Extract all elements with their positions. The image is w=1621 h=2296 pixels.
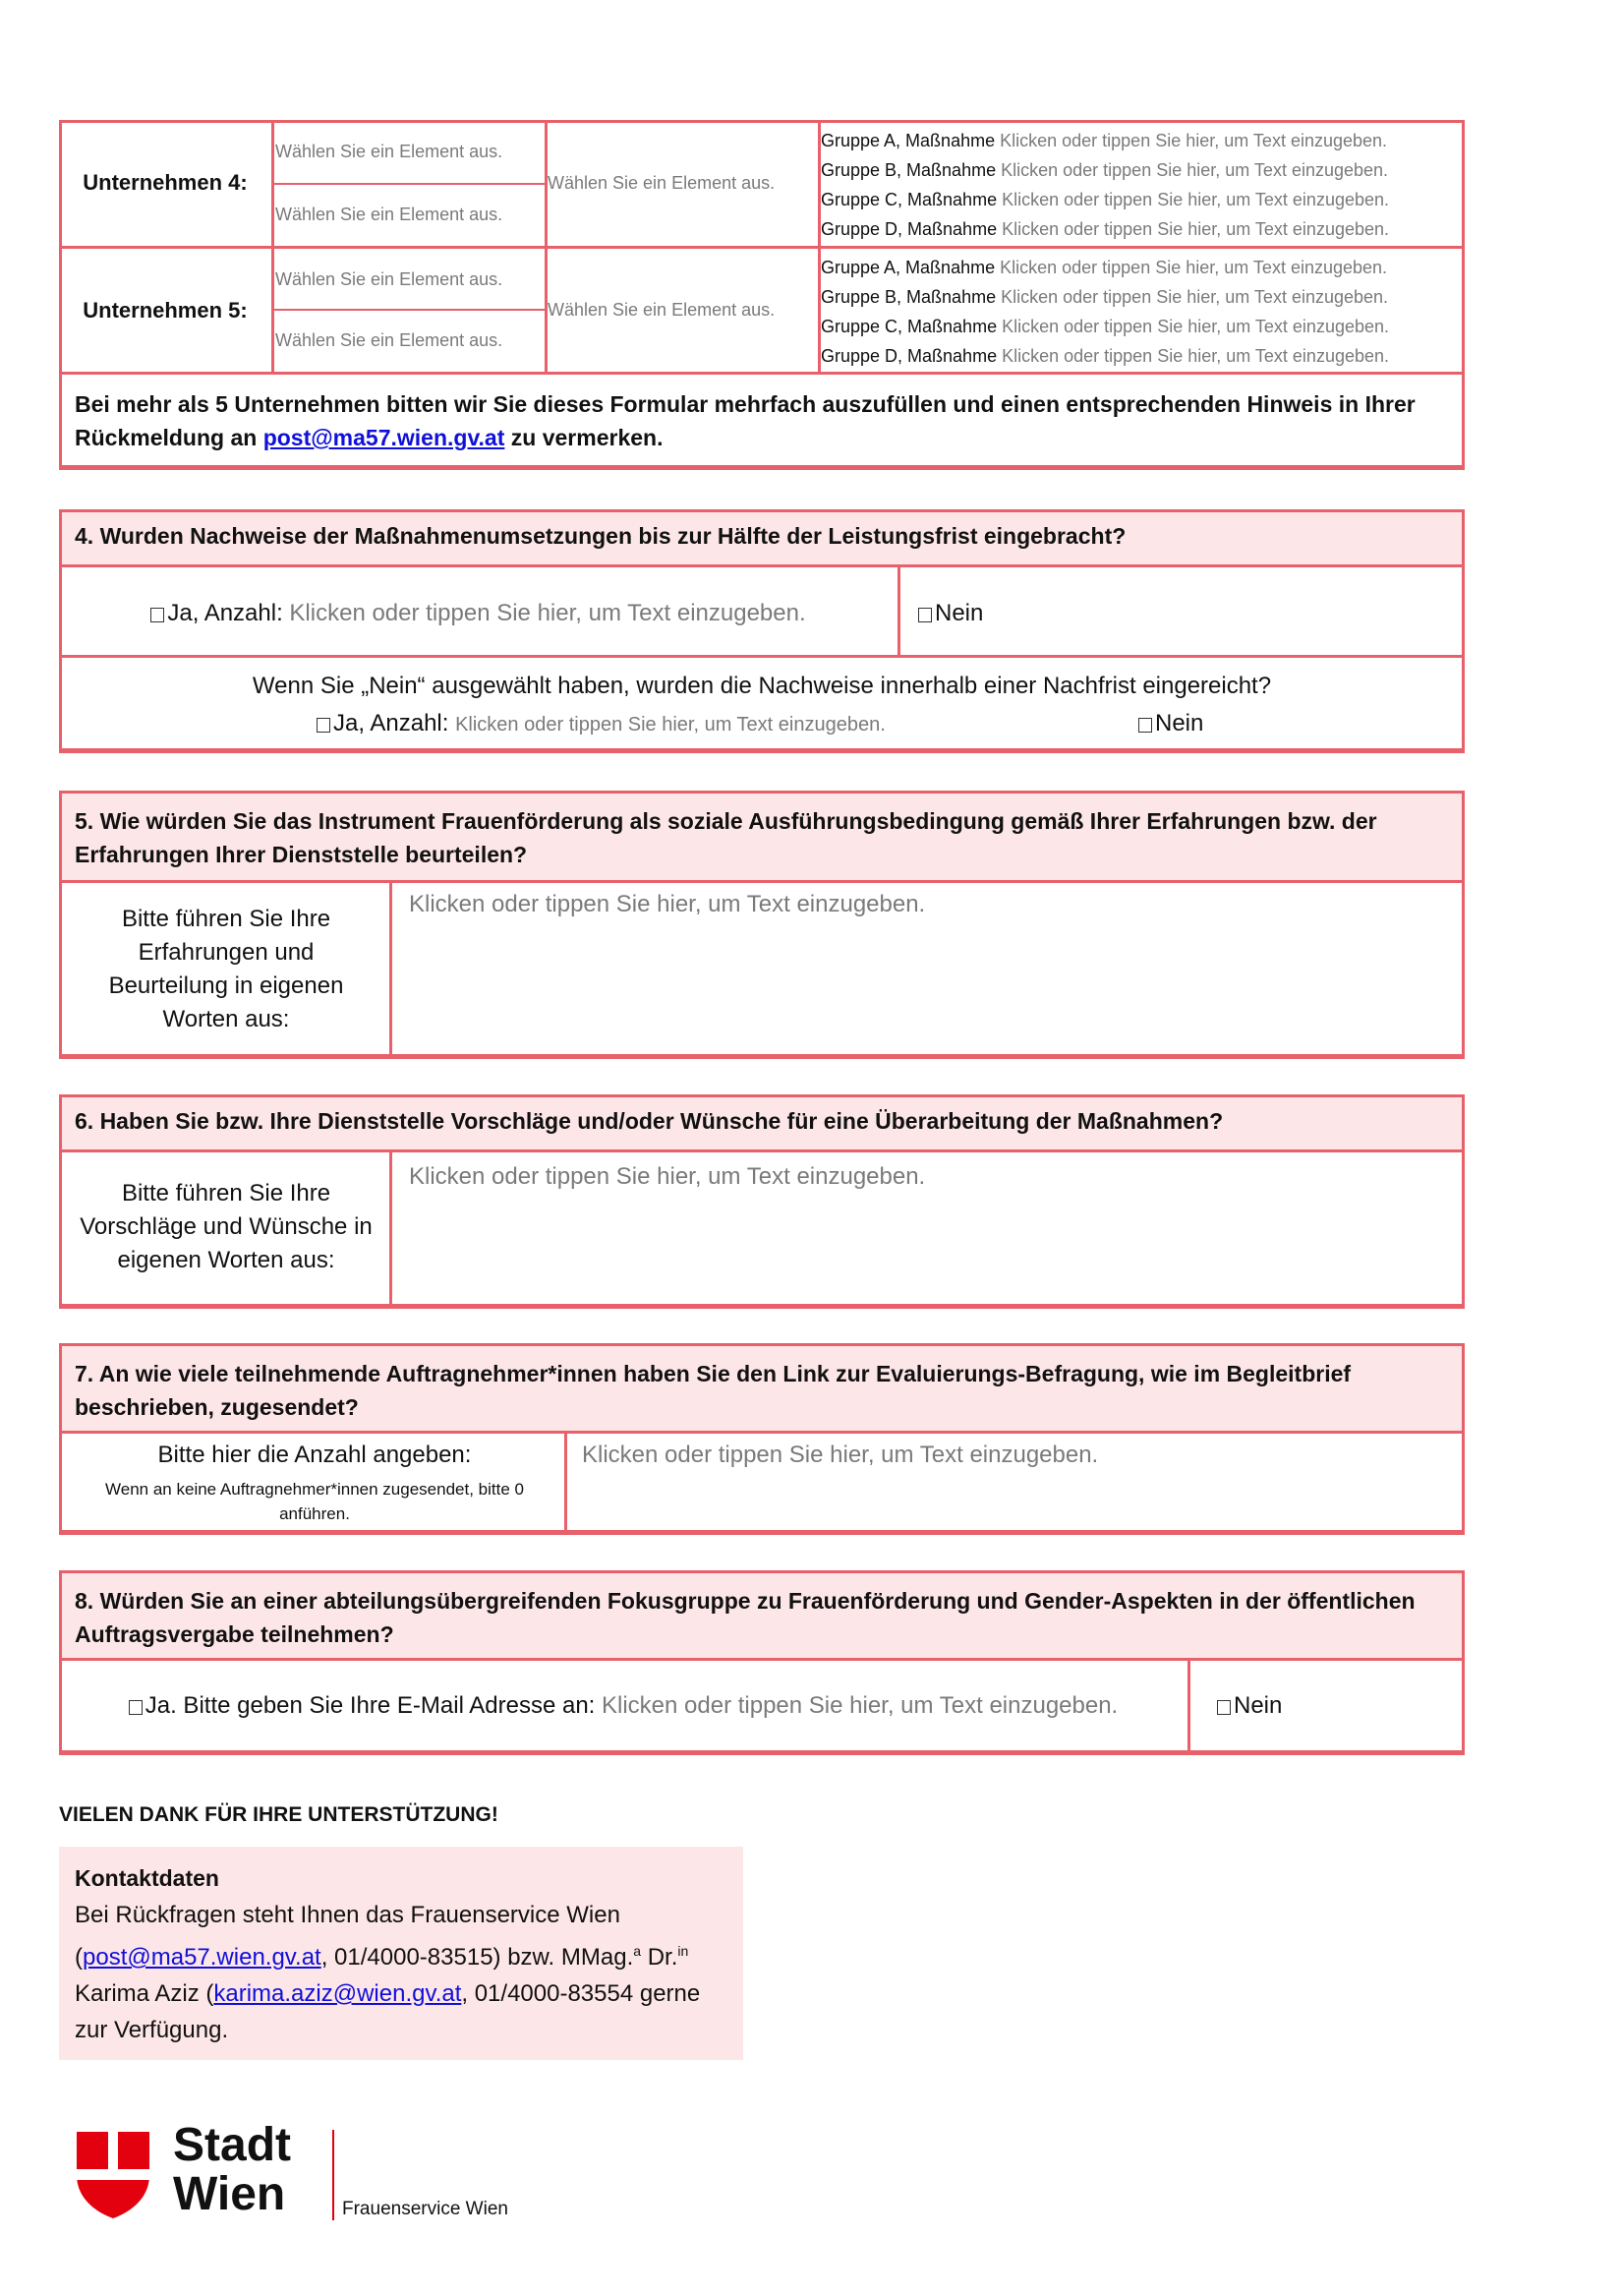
group-label: Gruppe A, Maßnahme <box>821 258 996 277</box>
contact-title: Kontaktdaten <box>75 1865 219 1891</box>
group-label: Gruppe C, Maßnahme <box>821 190 998 209</box>
q4-followup-no-checkbox[interactable] <box>1138 718 1152 733</box>
q4-count-input[interactable]: Klicken oder tippen Sie hier, um Text einzugeben. <box>289 600 806 626</box>
group-input[interactable]: Klicken oder tippen Sie hier, um Text einzugeben. <box>1000 258 1388 277</box>
logo-line-1: Stadt <box>173 2119 291 2171</box>
q7-count-input[interactable]: Klicken oder tippen Sie hier, um Text einzugeben. <box>582 1442 1099 1468</box>
contact-text-1: Bei Rückfragen steht Ihnen das Frauenservice Wien ( <box>75 1902 620 1971</box>
q6-title: 6. Haben Sie bzw. Ihre Dienststelle Vorschläge und/oder Wünsche für eine Überarbeitung der Maßnahmen? <box>75 1108 1224 1134</box>
q4-no-checkbox[interactable] <box>918 608 932 622</box>
q7-prompt: Bitte hier die Anzahl angeben: <box>157 1442 472 1468</box>
group-label: Gruppe D, Maßnahme <box>821 219 998 239</box>
group-input[interactable]: Klicken oder tippen Sie hier, um Text einzugeben. <box>1002 346 1390 366</box>
q8-no-label: Nein <box>1234 1692 1283 1719</box>
company-4-select-b[interactable]: Wählen Sie ein Element aus. <box>275 205 503 224</box>
group-label: Gruppe C, Maßnahme <box>821 317 998 336</box>
q8-email-input[interactable]: Klicken oder tippen Sie hier, um Text einzugeben. <box>602 1692 1119 1719</box>
company-5-groups <box>821 253 1462 371</box>
group-label: Gruppe A, Maßnahme <box>821 131 996 150</box>
q4-followup-yes-label: Ja, Anzahl: <box>333 710 456 736</box>
company-table <box>59 120 1465 470</box>
q7-title: 7. An wie viele teilnehmende Auftragnehmer*innen haben Sie den Link zur Evaluierungs-Befragung, wie im Begleitbrief beschrieben, zugesendet? <box>75 1361 1352 1420</box>
logo-department: Frauenservice Wien <box>342 2199 508 2219</box>
q5-title: 5. Wie würden Sie das Instrument Frauenförderung als soziale Ausführungsbedingung gemäß Ihrer Erfahrungen bzw. der Erfahrungen Ihrer Dienststelle beurteilen? <box>75 808 1377 867</box>
group-input[interactable]: Klicken oder tippen Sie hier, um Text einzugeben. <box>1001 160 1389 180</box>
q4-yes-option[interactable] <box>59 600 897 627</box>
group-row[interactable] <box>821 155 1462 185</box>
question-6 <box>59 1094 1465 1309</box>
contact-sup-1: a <box>633 1943 642 1959</box>
contact-text-4: Karima Aziz ( <box>75 1980 214 2007</box>
q4-followup-no-label: Nein <box>1155 710 1204 736</box>
group-row[interactable] <box>821 253 1462 282</box>
logo-divider <box>332 2130 334 2220</box>
q5-answer-input[interactable]: Klicken oder tippen Sie hier, um Text einzugeben. <box>409 891 926 917</box>
q4-followup-no-option[interactable] <box>1138 710 1203 737</box>
q4-followup-yes-checkbox[interactable] <box>317 718 330 733</box>
company-5-select-a[interactable]: Wählen Sie ein Element aus. <box>275 269 503 289</box>
group-input[interactable]: Klicken oder tippen Sie hier, um Text einzugeben. <box>1000 131 1388 150</box>
q6-answer-input[interactable]: Klicken oder tippen Sie hier, um Text einzugeben. <box>409 1163 926 1190</box>
question-5 <box>59 791 1465 1059</box>
group-input[interactable]: Klicken oder tippen Sie hier, um Text einzugeben. <box>1001 287 1389 307</box>
company-5-select-b[interactable]: Wählen Sie ein Element aus. <box>275 330 503 350</box>
contact-text-2: , 01/4000-83515) bzw. MMag. <box>320 1944 634 1971</box>
question-4 <box>59 509 1465 753</box>
q4-followup-question: Wenn Sie „Nein“ ausgewählt haben, wurden die Nachweise innerhalb einer Nachfrist eingereicht? <box>252 673 1272 699</box>
question-7 <box>59 1343 1465 1535</box>
wien-shield-icon <box>75 2130 151 2220</box>
contact-box <box>59 1847 743 2060</box>
company-4-select-a[interactable]: Wählen Sie ein Element aus. <box>275 142 503 161</box>
q4-title: 4. Wurden Nachweise der Maßnahmenumsetzungen bis zur Hälfte der Leistungsfrist eingebracht? <box>75 523 1127 549</box>
contact-email-2[interactable]: karima.aziz@wien.gv.at <box>213 1980 462 2007</box>
q8-yes-option[interactable] <box>59 1692 1187 1720</box>
group-input[interactable]: Klicken oder tippen Sie hier, um Text einzugeben. <box>1002 190 1390 209</box>
company-5-label: Unternehmen 5: <box>83 298 248 323</box>
group-row[interactable] <box>821 312 1462 341</box>
group-row[interactable] <box>821 126 1462 155</box>
group-input[interactable]: Klicken oder tippen Sie hier, um Text einzugeben. <box>1002 317 1390 336</box>
company-4-label: Unternehmen 4: <box>83 170 248 195</box>
q5-prompt: Bitte führen Sie Ihre Erfahrungen und Beurteilung in eigenen Worten aus: <box>108 906 344 1032</box>
group-label: Gruppe B, Maßnahme <box>821 287 997 307</box>
q4-yes-checkbox[interactable] <box>150 608 164 622</box>
q8-no-checkbox[interactable] <box>1217 1700 1231 1715</box>
note-text-1: Bei mehr als 5 Unternehmen bitten wir Sie dieses Formular mehrfach auszufüllen und einen entsprechenden Hinweis in Ihrer Rückmeldung an <box>75 391 1416 450</box>
thanks-heading: VIELEN DANK FÜR IHRE UNTERSTÜTZUNG! <box>59 1803 498 1826</box>
q4-followup-count-input[interactable]: Klicken oder tippen Sie hier, um Text einzugeben. <box>455 714 886 736</box>
stadt-wien-logo <box>75 2119 547 2226</box>
contact-text-3: Dr. <box>641 1944 678 1971</box>
contact-text <box>75 1897 727 2048</box>
multiple-companies-note <box>75 387 1451 454</box>
company-5-select-c[interactable]: Wählen Sie ein Element aus. <box>548 300 776 320</box>
group-row[interactable] <box>821 341 1462 371</box>
company-4-groups <box>821 126 1462 244</box>
q8-yes-label: Ja. Bitte geben Sie Ihre E-Mail Adresse an: <box>145 1692 602 1719</box>
q7-prompt-note: Wenn an keine Auftragnehmer*innen zugesendet, bitte 0 anführen. <box>105 1480 524 1523</box>
q4-followup-yes-option[interactable] <box>317 710 886 737</box>
q8-title: 8. Würden Sie an einer abteilungsübergreifenden Fokusgruppe zu Frauenförderung und Gender-Aspekten in der öffentlichen Auftragsvergabe teilnehmen? <box>75 1588 1416 1647</box>
group-row[interactable] <box>821 214 1462 244</box>
q4-no-option[interactable] <box>918 600 983 627</box>
group-row[interactable] <box>821 282 1462 312</box>
group-label: Gruppe B, Maßnahme <box>821 160 997 180</box>
contact-email-1[interactable]: post@ma57.wien.gv.at <box>83 1944 321 1971</box>
q4-yes-label: Ja, Anzahl: <box>167 600 290 626</box>
contact-text-5: , 01/4000-83554 gerne zur Verfügung. <box>75 1980 701 2043</box>
note-text-2: zu vermerken. <box>504 425 664 450</box>
group-label: Gruppe D, Maßnahme <box>821 346 998 366</box>
group-input[interactable]: Klicken oder tippen Sie hier, um Text einzugeben. <box>1002 219 1390 239</box>
q4-no-label: Nein <box>935 600 984 626</box>
company-4-select-c[interactable]: Wählen Sie ein Element aus. <box>548 173 776 193</box>
group-row[interactable] <box>821 185 1462 214</box>
note-email-link[interactable]: post@ma57.wien.gv.at <box>262 425 505 450</box>
q8-no-option[interactable] <box>1217 1692 1282 1720</box>
logo-line-2: Wien <box>173 2168 286 2220</box>
q8-yes-checkbox[interactable] <box>129 1700 143 1715</box>
question-8 <box>59 1570 1465 1755</box>
q6-prompt: Bitte führen Sie Ihre Vorschläge und Wünsche in eigenen Worten aus: <box>80 1180 373 1273</box>
contact-sup-2: in <box>677 1943 689 1959</box>
